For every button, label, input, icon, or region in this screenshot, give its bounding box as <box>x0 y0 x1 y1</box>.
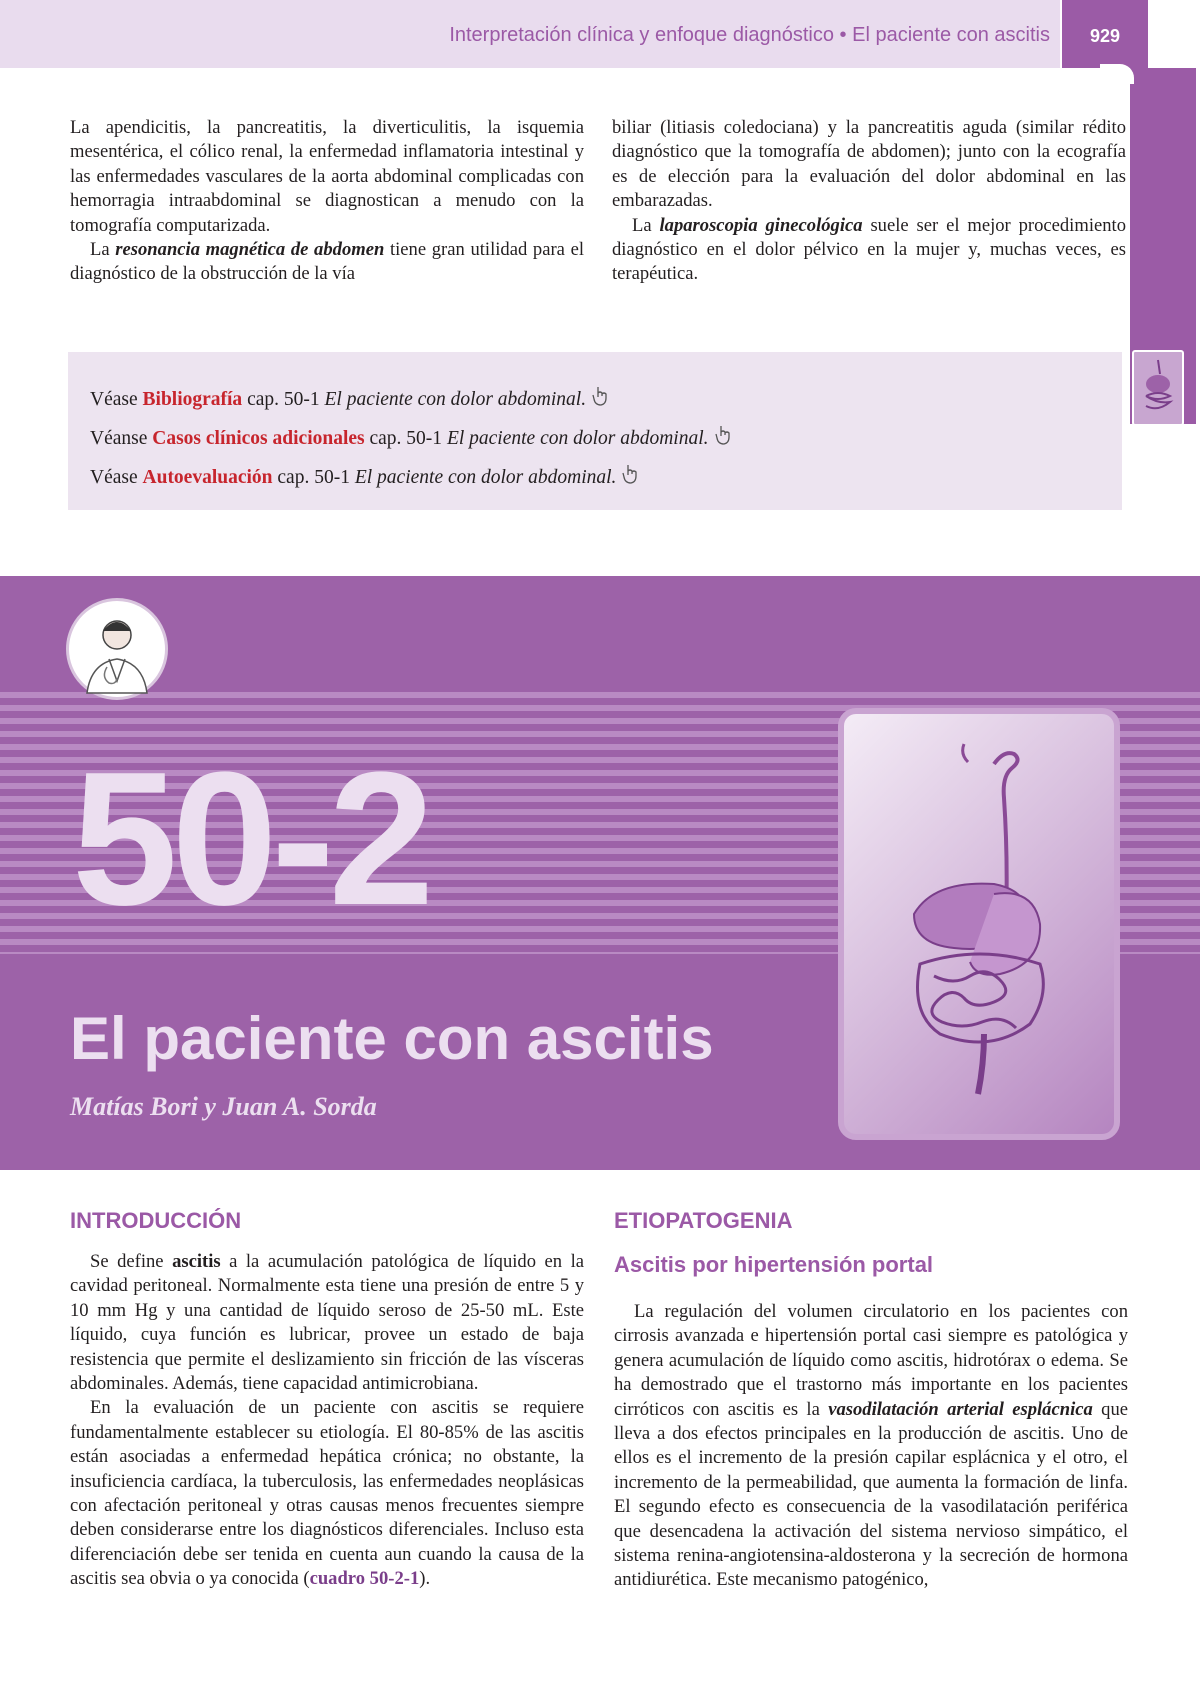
text-run: que lleva a dos efectos principales en la producción de ascitis. Uno de ellos es el incremento de la presión capilar esplácnica y el otro, el incremento de la permeabilidad, que aumenta la formación de linfa. El segundo efecto es consecuencia de la vasodilatación periférica que desencadena la activación del sistema nervioso simpático, el sistema renina-angiotensina-aldosterona y la secreción de hormona antidiurética. Este mecanismo patogénico, <box>614 1398 1128 1591</box>
text-run: suele ser el mejor procedimiento diagnóstico en el dolor pélvico en la mujer y, muchas veces, es terapéutica. <box>612 214 1126 285</box>
chapter-banner <box>0 576 1200 1170</box>
reference-self-assessment <box>90 463 640 489</box>
subsection-heading-portal-hypertension: Ascitis por hipertensión portal <box>614 1252 934 1277</box>
table-reference-link[interactable]: cuadro 50-2-1 <box>309 1568 420 1590</box>
paragraph-biliary: biliar (litiasis coledociana) y la pancreatitis aguda (similar rédito diagnóstico que la tomografía de abdomen); junto con la ecografía es de elección para la evaluación del dolor abdominal en las embarazadas. <box>612 117 1126 212</box>
ref-chapter: cap. 50-1 <box>364 428 447 449</box>
paragraph-portal-hypertension <box>614 1300 1128 1593</box>
clinical-cases-link[interactable]: Casos clínicos adicionales <box>152 428 365 449</box>
text-run: Se define <box>90 1251 173 1272</box>
ref-prefix: Véase <box>90 389 143 410</box>
section-heading-etiopathogenesis: ETIOPATOGENIA <box>614 1208 793 1233</box>
section-heading-introduction: INTRODUCCIÓN <box>70 1208 242 1233</box>
ref-prefix: Véanse <box>90 428 153 449</box>
chapter-authors: Matías Bori y Juan A. Sorda <box>70 1092 377 1121</box>
chapter-title: El paciente con ascitis <box>70 1005 714 1072</box>
reference-bibliography <box>90 385 610 411</box>
paragraph-laparoscopy <box>612 214 1126 287</box>
top-right-column <box>612 116 1126 287</box>
text-run: a la acumulación patológica de líquido en la cavidad peritoneal. Normalmente esta tiene una presión de entre 5 y 10 mm Hg y una cantidad de líquido seroso de 25-50 mL. Este líquido, cuya función es lubricar, provee un estado de baja resistencia que permite el deslizamiento sin fricción de las vísceras abdominales. Además, tiene capacidad antimicrobiana. <box>70 1251 584 1395</box>
text-run: La <box>90 239 116 261</box>
self-assessment-link[interactable]: Autoevaluación <box>142 467 273 488</box>
text-run: En la evaluación de un paciente con ascitis se requiere fundamentalmente establecer su etiología. El 80-85% de las ascitis están asociadas a enfermedad hepática crónica; no obstante, la insuficiencia cardíaca, la tuberculosis, las enfermedades neoplásicas con afectación peritoneal y otras causas menos frecuentes siempre deben considerarse entre los diagnósticos diferenciales. Incluso esta diferenciación debe ser tenida en cuenta aun cuando la causa de la ascitis sea obvia o ya conocida ( <box>70 1397 584 1590</box>
header-corner <box>1100 64 1134 84</box>
ref-title: El paciente con dolor abdominal. <box>354 467 617 488</box>
ref-chapter: cap. 50-1 <box>242 389 325 410</box>
chapter-number: 50-2 <box>72 733 429 945</box>
digestive-system-illustration <box>838 708 1120 1140</box>
ref-title: El paciente con dolor abdominal. <box>446 428 709 449</box>
term-ascitis: ascitis <box>172 1251 221 1272</box>
page-number: 929 <box>1089 26 1121 46</box>
emphasis-mri: resonancia magnética de abdomen <box>115 239 385 261</box>
emphasis-laparoscopy: laparoscopia ginecológica <box>659 214 863 236</box>
top-left-column <box>70 116 584 287</box>
text-run: ). <box>419 1568 431 1590</box>
ref-chapter: cap. 50-1 <box>272 467 355 488</box>
pointing-hand-icon[interactable] <box>622 463 640 485</box>
paragraph-mri <box>70 238 584 287</box>
ref-title: El paciente con dolor abdominal. <box>324 389 587 410</box>
text-run: La regulación del volumen circulatorio en los pacientes con cirrosis avanzada e hipertensión portal casi siempre es patológica y genera acumulación de líquido como ascitis, hidrotórax o edema. Se ha demostrado que el trastorno más importante en los pacientes cirróticos con ascitis es la <box>614 1301 1128 1420</box>
emphasis-vasodilation: vasodilatación arterial esplácnica <box>828 1398 1093 1420</box>
introduction-column <box>70 1250 584 1592</box>
pointing-hand-icon[interactable] <box>715 424 733 446</box>
text-run: La <box>632 214 660 236</box>
paragraph-ascites-definition <box>70 1250 584 1396</box>
paragraph-ct-diagnosis: La apendicitis, la pancreatitis, la diverticulitis, la isquemia mesentérica, el cólico renal, la enfermedad inflamatoria intestinal y las enfermedades vasculares de la aorta abdominal complicadas con hemorragia intraabdominal se diagnostican a menudo con la tomografía computarizada. <box>70 117 584 236</box>
ref-prefix: Véase <box>90 467 143 488</box>
text-run: tiene gran utilidad para el diagnóstico de la obstrucción de la vía <box>70 239 584 285</box>
reference-clinical-cases <box>90 424 733 450</box>
etiopathogenesis-column <box>614 1300 1128 1593</box>
running-header-title: Interpretación clínica y enfoque diagnóstico • El paciente con ascitis <box>449 24 1050 46</box>
paragraph-ascites-evaluation <box>70 1396 584 1591</box>
pointing-hand-icon[interactable] <box>592 385 610 407</box>
bibliography-link[interactable]: Bibliografía <box>142 389 243 410</box>
digestive-thumbnail-icon <box>1132 350 1184 426</box>
doctor-avatar-icon <box>66 598 168 700</box>
